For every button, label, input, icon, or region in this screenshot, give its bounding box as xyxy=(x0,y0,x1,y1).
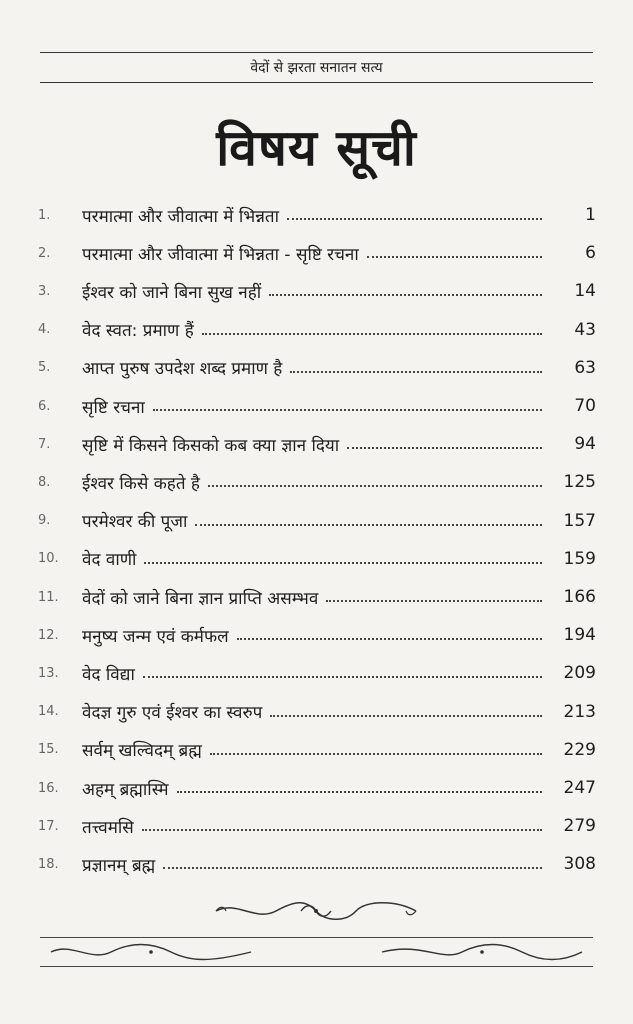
toc-page-number: 14 xyxy=(574,281,596,302)
flourish-left-icon xyxy=(46,942,256,962)
flourish-right-icon xyxy=(377,942,587,962)
toc-number: 17. xyxy=(38,818,59,834)
toc-page-number: 247 xyxy=(563,778,596,798)
toc-page-number: 6 xyxy=(585,243,596,264)
toc-page-number: 213 xyxy=(563,701,596,722)
toc-page-number: 279 xyxy=(563,816,596,837)
toc-title: सृष्टि में किसने किसको कब क्या ज्ञान दिया xyxy=(82,435,340,456)
toc-number: 7. xyxy=(38,436,51,452)
toc-page-number: 43 xyxy=(574,319,596,340)
toc-page-number: 94 xyxy=(574,434,596,455)
toc-page-number: 308 xyxy=(563,854,596,875)
toc-number: 10. xyxy=(38,551,59,567)
toc-title: ईश्वर किसे कहते है xyxy=(82,473,200,494)
dot-leader xyxy=(177,791,543,793)
toc-page-number: 63 xyxy=(574,357,596,378)
toc-page-number: 229 xyxy=(563,739,596,760)
toc-row xyxy=(38,387,596,425)
toc-title: वेद विद्या xyxy=(82,664,135,685)
toc-number: 18. xyxy=(38,856,59,872)
toc-page-number: 125 xyxy=(563,472,596,493)
dot-leader xyxy=(163,867,542,869)
toc-page-number: 157 xyxy=(563,510,596,531)
toc-page-number: 194 xyxy=(563,625,596,646)
toc-row xyxy=(38,196,596,234)
page-title: विषय सूची xyxy=(216,119,417,177)
toc-title: सर्वम् खल्विदम् ब्रह्म xyxy=(82,741,202,762)
toc-row xyxy=(38,654,596,692)
dot-leader xyxy=(208,485,542,487)
toc-title: वेद स्वत: प्रमाण हैं xyxy=(82,321,194,342)
toc-number: 16. xyxy=(38,780,59,796)
toc-row xyxy=(38,578,596,616)
toc-number: 3. xyxy=(38,283,51,299)
toc-row xyxy=(38,540,596,578)
toc-number: 2. xyxy=(38,245,51,261)
dot-leader xyxy=(195,524,542,526)
dot-leader xyxy=(143,676,542,678)
toc-number: 15. xyxy=(38,742,59,758)
toc-title: वेदों को जाने बिना ज्ञान प्राप्ति असम्भव xyxy=(82,588,319,609)
header-rule-top xyxy=(40,52,593,53)
toc-number: 6. xyxy=(38,398,51,414)
toc-title: ईश्वर को जाने बिना सुख नहीं xyxy=(82,282,262,303)
dot-leader xyxy=(153,409,542,411)
dot-leader xyxy=(210,753,542,755)
toc-number: 1. xyxy=(38,207,51,223)
dot-leader xyxy=(287,218,542,220)
toc-title: तत्त्वमसि xyxy=(82,817,134,838)
toc-title: परमेश्वर की पूजा xyxy=(82,512,188,533)
toc-page-number: 1 xyxy=(585,205,596,225)
toc-number: 11. xyxy=(38,589,59,605)
toc-row xyxy=(38,349,596,387)
toc-row xyxy=(38,616,596,654)
dot-leader xyxy=(269,294,542,296)
toc-title: आप्त पुरुष उपदेश शब्द प्रमाण है xyxy=(82,359,283,380)
toc-row xyxy=(38,272,596,310)
toc-number: 12. xyxy=(38,627,59,643)
toc-page-number: 159 xyxy=(563,548,596,569)
dot-leader xyxy=(142,829,542,831)
toc-title: परमात्मा और जीवात्मा में भिन्नता xyxy=(82,206,280,227)
toc-title: मनुष्य जन्म एवं कर्मफल xyxy=(82,626,229,647)
toc-title: वेदज्ञ गुरु एवं ईश्वर का स्वरुप xyxy=(82,703,263,724)
toc-row xyxy=(38,693,596,731)
toc-page-number: 70 xyxy=(574,396,596,416)
toc-page-number: 166 xyxy=(563,587,596,607)
toc-row xyxy=(38,769,596,807)
toc-row xyxy=(38,731,596,769)
toc-row xyxy=(38,845,596,883)
dot-leader xyxy=(270,715,542,717)
toc-number: 13. xyxy=(38,665,59,681)
toc-row xyxy=(38,463,596,501)
toc-page-number: 209 xyxy=(563,663,596,684)
toc-row xyxy=(38,234,596,272)
toc-number: 14. xyxy=(38,704,59,720)
header-rule-bottom xyxy=(40,82,593,83)
toc-title: परमात्मा और जीवात्मा में भिन्नता - सृष्टि रचना xyxy=(82,244,359,265)
footer-rule-top xyxy=(40,937,593,938)
toc-title: अहम् ब्रह्मास्मि xyxy=(82,779,169,800)
toc-row xyxy=(38,311,596,349)
dot-leader xyxy=(367,256,542,258)
dot-leader xyxy=(326,600,542,602)
dot-leader xyxy=(237,638,542,640)
toc-number: 8. xyxy=(38,474,51,490)
toc-title: सृष्टि रचना xyxy=(82,397,145,418)
flourish-divider-icon xyxy=(206,898,426,924)
toc-title: प्रज्ञानम् ब्रह्म xyxy=(82,855,156,876)
toc-title: वेद वाणी xyxy=(82,550,137,571)
dot-leader xyxy=(347,447,542,449)
footer-rule-bottom xyxy=(40,966,593,967)
toc-number: 5. xyxy=(38,360,51,376)
toc-row xyxy=(38,502,596,540)
toc-row xyxy=(38,425,596,463)
toc-row xyxy=(38,807,596,845)
running-head: वेदों से झरता सनातन सत्य xyxy=(250,60,383,76)
dot-leader xyxy=(290,371,542,373)
dot-leader xyxy=(144,562,542,564)
toc-number: 4. xyxy=(38,322,51,338)
toc-number: 9. xyxy=(38,513,51,529)
dot-leader xyxy=(202,333,542,335)
